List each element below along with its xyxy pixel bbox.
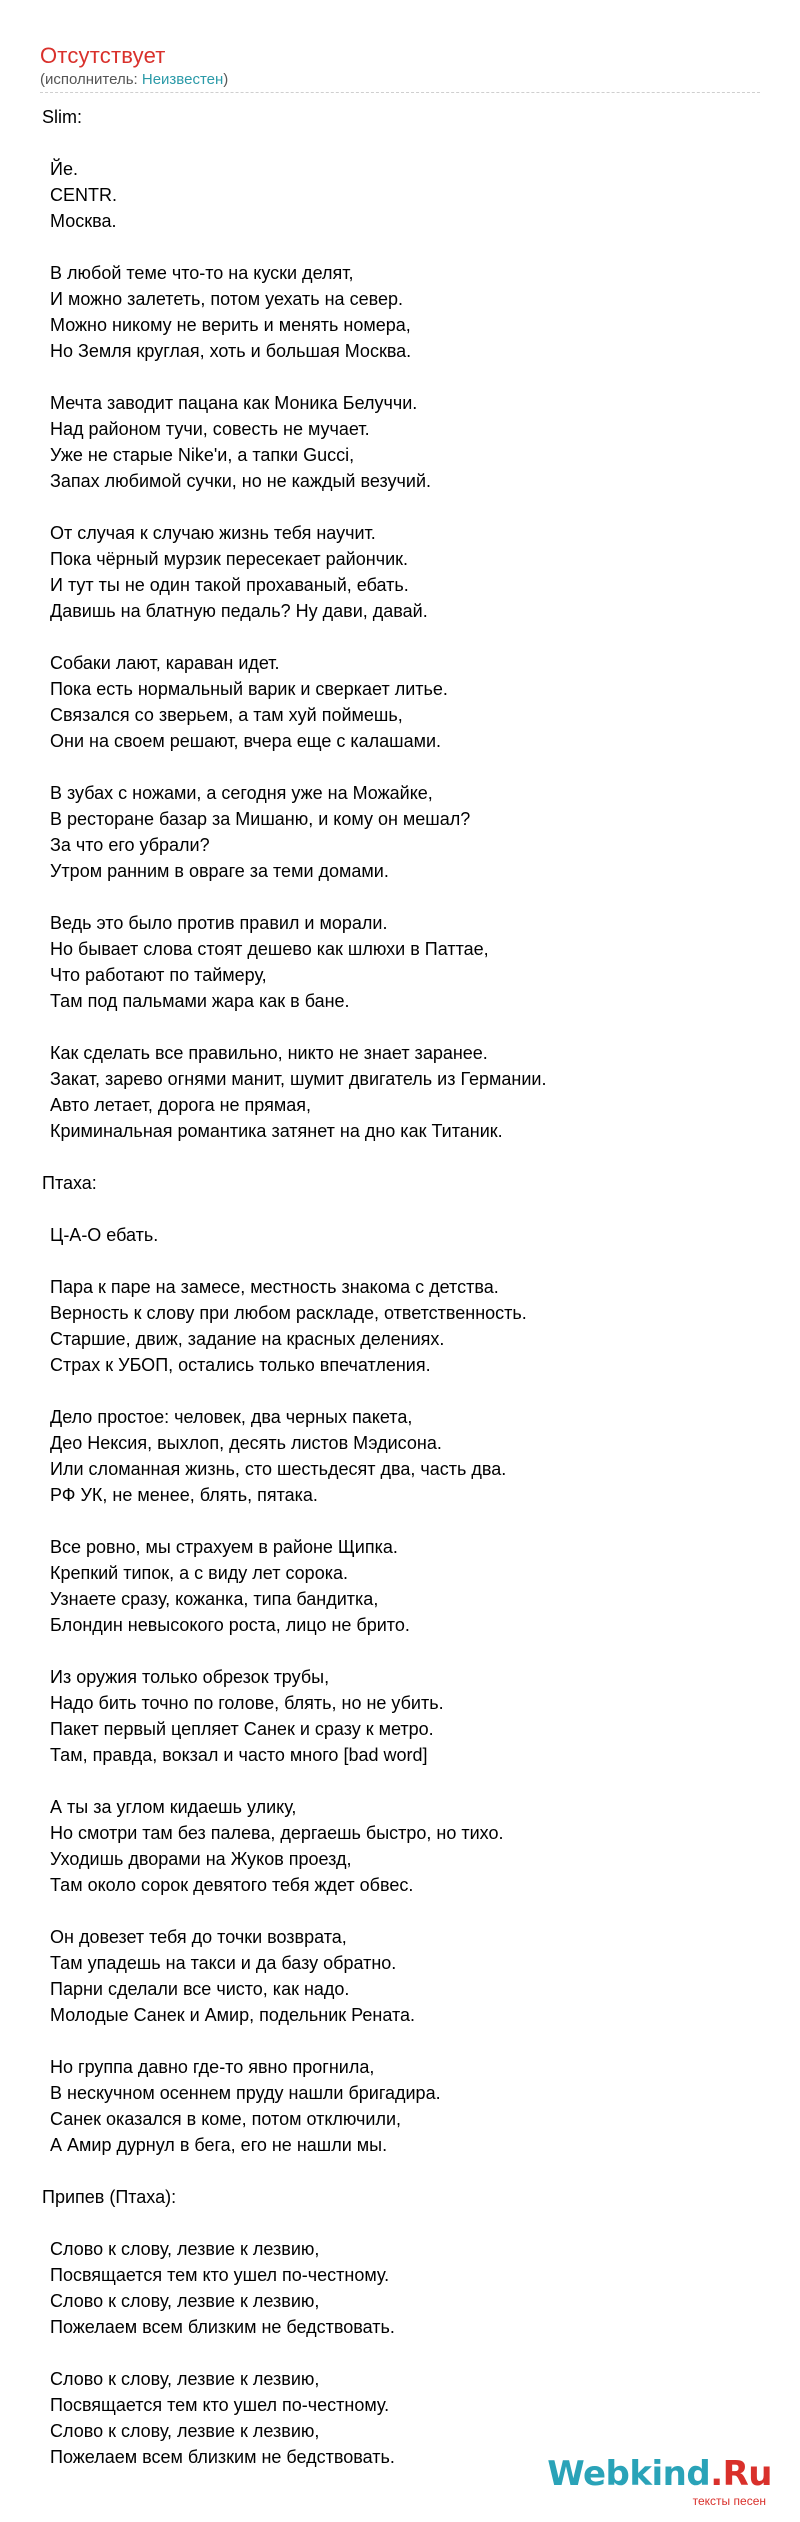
lyrics-line: Парни сделали все чисто, как надо. [50,1979,350,1999]
lyrics-line: Слово к слову, лезвие к лезвию, [50,2369,320,2389]
lyrics-line [42,1014,762,1040]
lyrics-line: Ведь это было против правил и морали. [50,913,388,933]
lyrics-line: РФ УК, не менее, блять, пятака. [50,1485,318,1505]
lyrics-line: За что его убрали? [50,835,210,855]
logo-brand: Webkind [547,2454,711,2494]
lyrics-line [42,1898,762,1924]
lyrics-line [42,1638,762,1664]
lyrics-line [42,2158,762,2184]
site-logo[interactable] [547,2454,772,2514]
lyrics-line [42,1768,762,1794]
lyrics-line: Надо бить точно по голове, блять, но не убить. [50,1693,444,1713]
lyrics-line: Верность к слову при любом раскладе, ответственность. [50,1303,527,1323]
lyrics-line: Можно никому не верить и менять номера, [50,315,411,335]
lyrics-line: Пакет первый цепляет Санек и сразу к метро. [50,1719,434,1739]
lyrics-line [42,754,762,780]
lyrics-line: Утром ранним в овраге за теми домами. [50,861,389,881]
lyrics-line: Он довезет тебя до точки возврата, [50,1927,347,1947]
lyrics-line: Закат, зарево огнями манит, шумит двигатель из Германии. [50,1069,547,1089]
artist-prefix: (исполнитель: [40,71,142,88]
lyrics-line: Там под пальмами жара как в бане. [50,991,350,1011]
lyrics-line [42,2340,762,2366]
lyrics-line: Но Земля круглая, хоть и большая Москва. [50,341,412,361]
logo-tagline: тексты песен [692,2494,766,2508]
lyrics-line: И тут ты не один такой прохаваный, ебать. [50,575,409,595]
lyrics-line: Но смотри там без палева, дергаешь быстро, но тихо. [50,1823,504,1843]
lyrics-text [42,104,762,2470]
lyrics-line: Авто летает, дорога не прямая, [50,1095,311,1115]
lyrics-line: Санек оказался в коме, потом отключили, [50,2109,402,2129]
lyrics-line: Все ровно, мы страхуем в районе Щипка. [50,1537,398,1557]
lyrics-line: А ты за углом кидаешь улику, [50,1797,297,1817]
lyrics-line [42,1248,762,1274]
lyrics-line: Уже не старые Nike'и, а тапки Gucci, [50,445,355,465]
lyrics-line: Пока есть нормальный варик и сверкает литье. [50,679,448,699]
lyrics-line: Молодые Санек и Амир, подельник Рената. [50,2005,415,2025]
lyrics-line [42,1508,762,1534]
lyrics-line: Москва. [50,211,117,231]
header-divider [40,92,760,93]
lyrics-line: Страх к УБОП, остались только впечатления. [50,1355,431,1375]
lyrics-line: Птаха: [42,1173,97,1193]
lyrics-line: Део Нексия, выхлоп, десять листов Мэдисона. [50,1433,442,1453]
lyrics-line [42,1144,762,1170]
lyrics-line: Там упадешь на такси и да базу обратно. [50,1953,397,1973]
lyrics-line: Слово к слову, лезвие к лезвию, [50,2239,320,2259]
lyrics-line: Криминальная романтика затянет на дно как Титаник. [50,1121,503,1141]
lyrics-line: Давишь на блатную педаль? Ну дави, давай. [50,601,428,621]
lyrics-line: Но бывает слова стоят дешево как шлюхи в Паттае, [50,939,489,959]
lyrics-line: CENTR. [50,185,117,205]
lyrics-line: Что работают по таймеру, [50,965,267,985]
lyrics-line: Припев (Птаха): [42,2187,177,2207]
lyrics-line [42,2028,762,2054]
lyrics-line [42,234,762,260]
lyrics-line: Но группа давно где-то явно прогнила, [50,2057,375,2077]
lyrics-line: Узнаете сразу, кожанка, типа бандитка, [50,1589,379,1609]
lyrics-line: Йе. [50,159,78,179]
artist-line [40,70,760,90]
lyrics-line [42,130,762,156]
logo-wordmark [547,2454,772,2494]
lyrics-line: В любой теме что-то на куски делят, [50,263,354,283]
artist-suffix: ) [223,71,229,88]
lyrics-line [42,1196,762,1222]
lyrics-line [42,494,762,520]
lyrics-line: Старшие, движ, задание на красных делениях. [50,1329,445,1349]
lyrics-line: Пока чёрный мурзик пересекает райончик. [50,549,408,569]
lyrics-line [42,624,762,650]
lyrics-line: Ц-А-О ебать. [50,1225,159,1245]
lyrics-line: Мечта заводит пацана как Моника Белуччи. [50,393,418,413]
lyrics-line: Уходишь дворами на Жуков проезд, [50,1849,352,1869]
lyrics-line: Там, правда, вокзал и часто много [bad word] [50,1745,428,1765]
lyrics-line: Посвящается тем кто ушел по-честному. [50,2395,390,2415]
lyrics-line: Крепкий типок, а с виду лет сорока. [50,1563,348,1583]
song-header [40,42,760,90]
lyrics-line: Slim: [42,107,82,127]
lyrics-line: Слово к слову, лезвие к лезвию, [50,2421,320,2441]
lyrics-line [42,1378,762,1404]
song-title: Отсутствует [40,43,166,68]
lyrics-line: Пожелаем всем близким не бедствовать. [50,2317,395,2337]
lyrics-line: Собаки лают, караван идет. [50,653,280,673]
lyrics-line: В зубах с ножами, а сегодня уже на Можайке, [50,783,433,803]
lyrics-line: Пара к паре на замесе, местность знакома с детства. [50,1277,499,1297]
lyrics-line: Как сделать все правильно, никто не знает заранее. [50,1043,488,1063]
lyrics-line: Или сломанная жизнь, сто шестьдесят два, часть два. [50,1459,507,1479]
lyrics-line: Дело простое: человек, два черных пакета, [50,1407,413,1427]
lyrics-line: В нескучном осеннем пруду нашли бригадира. [50,2083,441,2103]
lyrics-line [42,2210,762,2236]
lyrics-line [42,364,762,390]
lyrics-line: Там около сорок девятого тебя ждет обвес. [50,1875,414,1895]
lyrics-line: Блондин невысокого роста, лицо не брито. [50,1615,410,1635]
lyrics-line: Запах любимой сучки, но не каждый везучий. [50,471,431,491]
lyrics-line: В ресторане базар за Мишаню, и кому он мешал? [50,809,471,829]
lyrics-line [42,884,762,910]
lyrics-line: Пожелаем всем близким не бедствовать. [50,2447,395,2467]
lyrics-line: Из оружия только обрезок трубы, [50,1667,330,1687]
artist-link[interactable]: Неизвестен [141,71,224,88]
lyrics-line: От случая к случаю жизнь тебя научит. [50,523,376,543]
lyrics-line: Связался со зверьем, а там хуй поймешь, [50,705,403,725]
lyrics-line: А Амир дурнул в бега, его не нашли мы. [50,2135,388,2155]
lyrics-line: И можно залететь, потом уехать на север. [50,289,403,309]
lyrics-line: Посвящается тем кто ушел по-честному. [50,2265,390,2285]
lyrics-line: Над районом тучи, совесть не мучает. [50,419,370,439]
logo-tld: .Ru [710,2454,772,2494]
lyrics-line: Слово к слову, лезвие к лезвию, [50,2291,320,2311]
lyrics-line: Они на своем решают, вчера еще с калашами. [50,731,442,751]
